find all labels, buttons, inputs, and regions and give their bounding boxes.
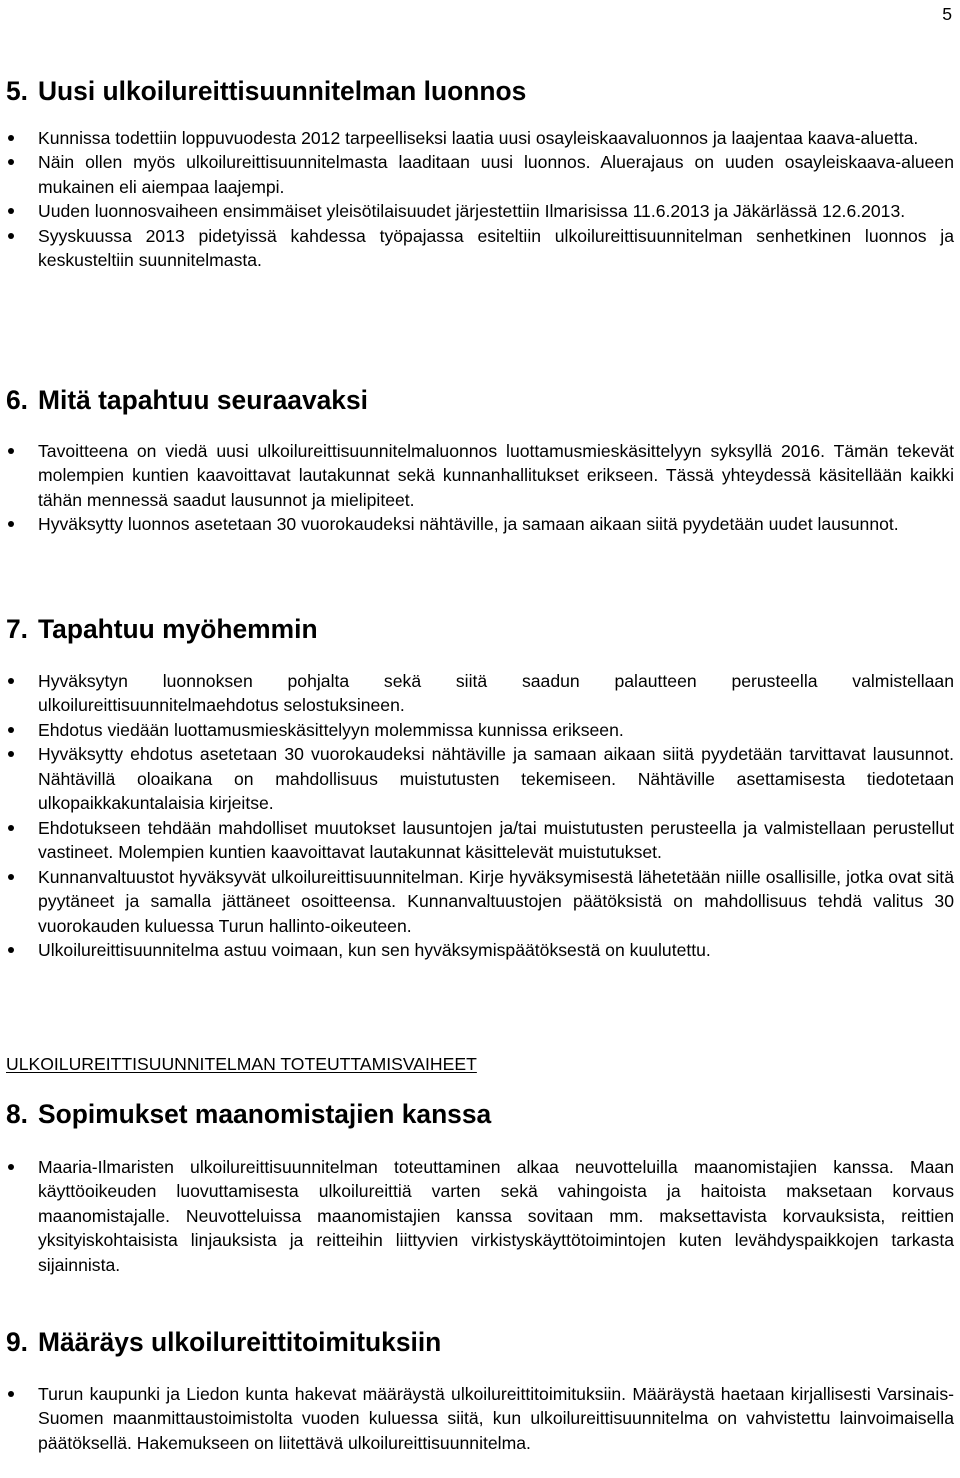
list-item <box>6 1155 954 1278</box>
bullet-list <box>6 1155 954 1278</box>
section-heading <box>6 76 954 106</box>
bullet-list <box>6 126 954 273</box>
section-number: 7. <box>6 614 29 644</box>
list-item-text: Ehdotus viedään luottamusmieskäsittelyyn molemmissa kunnissa erikseen. <box>38 719 624 740</box>
list-item <box>6 126 954 151</box>
list-item-text: Hyväksytty luonnos asetetaan 30 vuorokaudeksi nähtäville, ja samaan aikaan siitä pyydetään uudet lausunnot. <box>38 514 899 534</box>
list-item-text: Kunnissa todettiin loppuvuodesta 2012 tarpeelliseksi laatia uusi osayleiskaavaluonnos ja laajentaa kaava-aluetta. <box>38 127 919 148</box>
list-item <box>6 718 954 743</box>
section-heading <box>6 385 954 415</box>
list-item-text: Ulkoilureittisuunnitelma astuu voimaan, kun sen hyväksymispäätöksestä on kuulutettu. <box>38 940 711 960</box>
list-item <box>6 865 954 939</box>
list-item-text: Näin ollen myös ulkoilureittisuunnitelmasta laaditaan uusi luonnos. Aluerajaus on uuden osayleiskaava-alueen mukainen eli aiempaa laajempi. <box>38 152 954 197</box>
bullet-list <box>6 669 954 963</box>
section-number: 5. <box>6 76 29 106</box>
list-item <box>6 816 954 865</box>
section-number: 8. <box>6 1099 29 1129</box>
list-item-text: Ehdotukseen tehdään mahdolliset muutokset lausuntojen ja/tai muistutusten perusteella ja valmistellaan perustellut vastineet. Molempien kuntien kaavoittavat lautakunnat käsittelevät muistutukset. <box>38 817 954 862</box>
list-item-text: Syyskuussa 2013 pidetyissä kahdessa työpajassa esiteltiin ulkoilureittisuunnitelman senhetkinen luonnos ja keskusteltiin suunnitelmasta. <box>38 225 954 270</box>
list-item-text: Uuden luonnosvaiheen ensimmäiset yleisötilaisuudet järjestettiin Ilmarisissa 11.6.2013 ja Jäkärlässä 12.6.2013. <box>38 201 906 221</box>
list-item <box>6 669 954 718</box>
list-item <box>6 439 954 513</box>
section-9 <box>6 1327 954 1455</box>
list-item-text: Maaria-Ilmaristen ulkoilureittisuunnitelman toteuttaminen alkaa neuvotteluilla maanomistajien kanssa. Maan käyttöoikeuden luovuttamisesta ulkoilureittiä varten sekä vahingoista ja haitoista maksetaan korvaus maanomistajalle. Neuvotteluissa maanomistajien kanssa sovitaan mm. maksettavista korvauksista, reittien yksityiskohtaisista linjauksista ja reitteihin liittyvien virkistyskäyttötoimintojen kuten levähdyspaikkojen tarkasta sijainnista. <box>38 1156 954 1275</box>
list-item-text: Hyväksytyn luonnoksen pohjalta sekä siitä saadun palautteen perusteella valmistellaan ulkoilureittisuunnitelmaehdotus selostuksineen. <box>38 670 954 715</box>
phase-heading: ULKOILUREITTISUUNNITELMAN TOTEUTTAMISVAIHEET <box>6 1054 477 1074</box>
list-item <box>6 938 954 963</box>
list-item-text: Turun kaupunki ja Liedon kunta hakevat määräystä ulkoilureittitoimituksiin. Määräystä haetaan kirjallisesti Varsinais-Suomen maanmittaustoimistolta vuoden kuluessa siitä, kun ulkoilureittisuunnitelma on vahvistettu lainvoimaisella päätöksellä. Hakemukseen on liitettävä ulkoilureittisuunnitelma. <box>38 1383 954 1453</box>
list-item <box>6 512 954 537</box>
section-title: Mitä tapahtuu seuraavaksi <box>38 385 368 415</box>
bullet-list <box>6 439 954 537</box>
list-item <box>6 742 954 816</box>
list-item-text: Hyväksytty ehdotus asetetaan 30 vuorokaudeksi nähtäville ja samaan aikaan siitä pyydetään tarvittavat lausunnot. Nähtävillä oloaikana on mahdollisuus muistutusten tekemiseen. Nähtäville asettamisesta tiedotetaan ulkopaikkakuntalaisia kirjeitse. <box>38 744 954 813</box>
section-title: Uusi ulkoilureittisuunnitelman luonnos <box>38 76 527 106</box>
section-heading <box>6 1099 954 1129</box>
list-item-text: Tavoitteena on viedä uusi ulkoilureittisuunnitelmaluonnos luottamusmieskäsittelyyn syksyllä 2016. Tämän tekevät molempien kuntien kaavoittavat lautakunnat sekä kunnanhallitukset erikseen. Tässä yhteydessä käsitellään kaikki tähän mennessä saadut lausunnot ja mielipiteet. <box>38 440 954 510</box>
section-heading <box>6 1327 954 1357</box>
section-heading <box>6 614 954 644</box>
section-number: 9. <box>6 1327 29 1357</box>
list-item <box>6 1382 954 1456</box>
list-item-text: Kunnanvaltuustot hyväksyvät ulkoilureittisuunnitelman. Kirje hyväksymisestä lähetetään niille osallisille, jotka ovat sitä pyytäneet ja samalla jättäneet osoitteensa. Kunnanvaltuustojen päätöksistä on mahdollisuus tehdä valitus 30 vuorokauden kuluessa Turun hallinto-oikeuteen. <box>38 866 954 936</box>
bullet-list <box>6 1382 954 1456</box>
section-6 <box>6 385 954 537</box>
list-item <box>6 224 954 273</box>
section-8 <box>6 1099 954 1277</box>
section-5 <box>6 76 954 273</box>
page-number: 5 <box>942 4 952 24</box>
section-title: Tapahtuu myöhemmin <box>38 614 318 644</box>
list-item <box>6 199 954 224</box>
list-item <box>6 150 954 199</box>
section-title: Sopimukset maanomistajien kanssa <box>38 1099 492 1129</box>
section-title: Määräys ulkoilureittitoimituksiin <box>38 1327 442 1357</box>
section-7 <box>6 614 954 963</box>
section-number: 6. <box>6 385 29 415</box>
